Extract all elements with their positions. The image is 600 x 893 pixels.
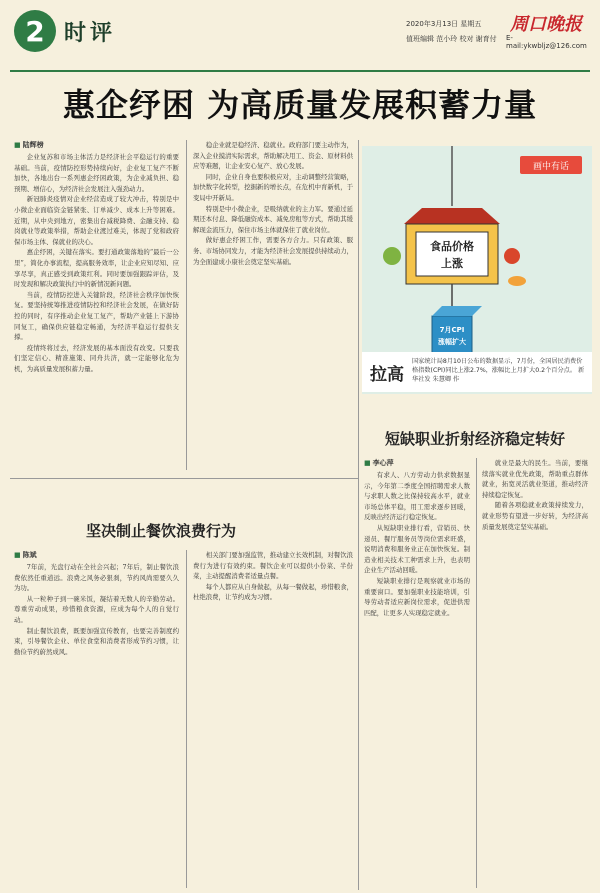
paragraph: 当前，疫情防控进入关键阶段，经济社会秩序加快恢复。要坚持统筹推进疫情防控和经济社会发展，在做好防控的同时，有序推动企业复工复产，帮助产业链上下游协同复工，确保供应链稳定畅通，为经济平稳运行提供支撑。: [14, 290, 179, 342]
paragraph: 做好惠企纾困工作，需要各方合力。只有政策、服务、市场协同发力，才能为经济社会发展提供持续动力，为全面建成小康社会奠定坚实基础。: [193, 236, 353, 266]
paragraph: 惠企纾困，关键在落实。要打通政策落地的“最后一公里”，简化办事流程，提高服务效率，让企业应知尽知、应享尽享，真正感受到政策红利。同时要加强跟踪评估，及时发现和解决政策执行中的新情况新问题。: [14, 248, 179, 289]
page-header: [10, 6, 590, 66]
paragraph: 企业复苏和市场主体活力是经济社会平稳运行的重要基础。当前，疫情防控形势持续向好，企业复工复产不断加快，各地出台一系列惠企纾困政策，为企业减负担、稳预期、增信心，为经济社会发展注入强劲动力。: [14, 153, 179, 193]
issue-date: 2020年3月13日 星期五: [406, 20, 482, 28]
paragraph: 同时，企业自身也要积极应对，主动调整经营策略，加快数字化转型，挖掘新的增长点，在危机中育新机，于变局中开新局。: [193, 172, 353, 202]
contact-email: E-mail:ykwbljz@126.com: [506, 34, 587, 50]
main-headline: 惠企纾困 为高质量发展积蓄力量: [62, 86, 538, 124]
paragraph: 有求人、八方劳动力供求数据显示，今年第二季度全国招聘需求人数与求职人数之比保持较高水平，就业市场总体平稳，用工需求逐步回暖，反映出经济运行稳定恢复。: [364, 471, 470, 522]
jobs-article-col2: [482, 458, 588, 886]
paragraph: 疫情终将过去，经济发展的基本面没有改变。只要我们坚定信心、精准施策、同舟共济，就一定能够化危为机，为高质量发展积蓄力量。: [14, 343, 179, 373]
editors-line: 值班编辑 范小玲 校对 谢育付: [406, 35, 497, 43]
paragraph: 特别是中小微企业，是吸纳就业的主力军。要通过延期还本付息、降低融资成本、减免房租等方式，帮助其缓解现金流压力，保住市场主体就保住了就业岗位。: [193, 204, 353, 234]
header-divider: [10, 70, 590, 72]
column-divider: [186, 550, 187, 888]
cartoon-sign-line1: 食品价格: [430, 240, 474, 253]
column-divider: [358, 140, 359, 890]
main-article-col1: [14, 152, 179, 462]
main-byline: ■ 陆辉榜: [14, 140, 44, 150]
column-divider: [186, 140, 187, 470]
section-divider: [10, 478, 358, 479]
page-number-badge: 2: [14, 10, 56, 52]
paragraph: 7年前，光盘行动在全社会兴起；7年后，制止餐饮浪费依然任重道远。浪费之风务必狠刹，节约风尚需要久久为功。: [14, 563, 179, 593]
food-article-col2: [193, 550, 353, 886]
newspaper-logo: 周口晚报: [510, 14, 582, 35]
food-article-title: 坚决制止餐饮浪费行为: [86, 522, 237, 540]
cartoon-caption-title: 拉高: [370, 365, 404, 385]
paragraph: 每个人都应从自身做起，从每一餐做起，珍惜粮食，杜绝浪费，让节约成为习惯。: [193, 582, 353, 602]
paragraph: 制止餐饮浪费，既要加强宣传教育，也要完善制度约束，引导餐饮企业、单位食堂和消费者形成节约习惯，让勤俭节约蔚然成风。: [14, 626, 179, 656]
jobs-article-col1: [364, 470, 470, 885]
cartoon-caption-text: 国家统计局8月10日公布的数据显示，7月份，全国居民消费价格指数(CPI)同比上涨2.7%，涨幅比上月扩大0.2个百分点。 新华社发 朱慧卿 作: [412, 358, 585, 383]
paragraph: 稳企业就是稳经济、稳就业。政府部门要主动作为，深入企业摸清实际需求，帮助解决用工、资金、原材料供应等难题，让企业安心复产、放心发展。: [193, 141, 353, 171]
cartoon-sign-line2: 上涨: [441, 257, 463, 270]
jobs-byline: ■ 李心萍: [364, 458, 394, 468]
cartoon-badge-line2: 涨幅扩大: [438, 338, 466, 346]
cartoon-badge-line1: 7月CPI: [439, 326, 465, 334]
main-article-col2: [193, 140, 353, 462]
food-article-col1: [14, 562, 179, 886]
paragraph: 短缺职业排行是观察就业市场的重要窗口。要加强职业技能培训，引导劳动者适应新岗位需求，促进供需匹配，让更多人实现稳定就业。: [364, 576, 470, 617]
section-title: 时评: [64, 21, 117, 46]
paragraph: 新冠肺炎疫情对企业经营造成了较大冲击，特别是中小微企业面临资金链紧张、订单减少、成本上升等困难。近期，从中央到地方，密集出台减税降费、金融支持、稳岗就业等政策举措，帮助企业渡过难关，体现了党和政府保市场主体、保就业的决心。: [14, 195, 179, 246]
paragraph: 从一粒种子到一碗米饭，凝结着无数人的辛勤劳动。尊重劳动成果，珍惜粮食资源，应成为每个人的自觉行动。: [14, 594, 179, 624]
paragraph: 从短缺职业排行看，营销员、快递员、餐厅服务员等岗位需求旺盛，说明消费和服务业正在加快恢复。制造业相关技术工种需求上升，也表明企业生产活动回暖。: [364, 523, 470, 575]
jobs-article-title: 短缺职业折射经济稳定转好: [385, 430, 566, 448]
paragraph: 相关部门要加强监管，推动建立长效机制，对餐饮浪费行为进行有效约束。餐饮企业可以提供小份菜、半份菜，主动提醒消费者适量点餐。: [193, 551, 353, 581]
paragraph: 随着各项稳就业政策持续发力，就业形势有望进一步好转，为经济高质量发展奠定坚实基础。: [482, 501, 588, 531]
paragraph: 就业是最大的民生。当前，要继续落实就业优先政策，帮助重点群体就业，拓宽灵活就业渠道，推动经济持续稳定恢复。: [482, 459, 588, 499]
column-divider: [476, 458, 477, 888]
food-byline: ■ 陈斌: [14, 550, 37, 560]
cartoon-tag: 画中有话: [520, 156, 582, 174]
